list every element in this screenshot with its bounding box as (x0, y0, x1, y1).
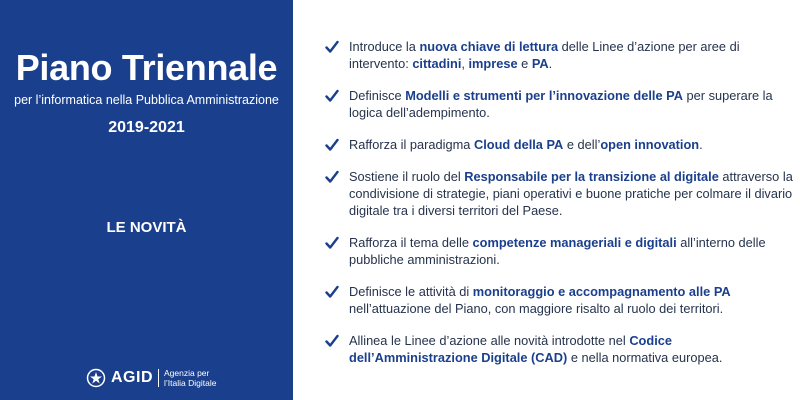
highlight-text: imprese (468, 56, 518, 71)
logo-agency-name (164, 368, 216, 388)
logo-agency-line2: l’Italia Digitale (164, 378, 217, 388)
right-panel (293, 0, 800, 400)
body-text: . (548, 56, 553, 71)
body-text: e nella normativa europea. (567, 350, 723, 365)
logo-divider (158, 369, 159, 387)
body-text: all’interno delle pubbliche amministrazioni. (349, 235, 766, 267)
highlight-text: Responsabile per la transizione al digitale (464, 169, 719, 184)
highlight-text: open innovation (600, 137, 700, 152)
body-text: Definisce le attività di (349, 284, 473, 299)
highlight-text: cittadini (412, 56, 462, 71)
checkmark-icon (325, 285, 339, 299)
body-text: Definisce (349, 88, 406, 103)
page-title: Piano Triennale (15, 47, 278, 88)
logo-agency-line1: Agenzia per (164, 368, 210, 378)
list-item-text (349, 87, 795, 121)
body-text: Rafforza il tema delle (349, 235, 473, 250)
list-item (325, 283, 795, 317)
checkmark-icon (325, 138, 339, 152)
body-text: attraverso la condivisione di strategie, piani operativi e buone pratiche per colmare il divario digitale tra i diversi territori del Paese. (349, 169, 793, 218)
body-text: Allinea le Linee d’azione alle novità introdotte nel (349, 333, 630, 348)
body-text: Introduce la (349, 39, 420, 54)
list-item-text (349, 234, 795, 268)
checkmark-icon (325, 40, 339, 54)
period-label: 2019-2021 (108, 119, 185, 136)
body-text: nell’attuazione del Piano, con maggiore risalto al ruolo dei territori. (349, 301, 724, 316)
body-text: per superare la logica dell’adempimento. (349, 88, 773, 120)
list-item (325, 87, 795, 121)
list-item (325, 136, 795, 153)
checkmark-icon (325, 334, 339, 348)
list-item-text (349, 168, 795, 219)
logo-wordmark: AGID (111, 369, 153, 386)
list-item-text (349, 283, 795, 317)
highlight-text: nuova chiave di lettura (419, 39, 559, 54)
novelties-list (325, 38, 795, 366)
list-item (325, 38, 795, 72)
checkmark-icon (325, 236, 339, 250)
body-text: e dell’ (563, 137, 601, 152)
list-item (325, 168, 795, 219)
highlight-text: Codice dell’Amministrazione Digitale (CAD) (349, 333, 672, 365)
highlight-text: competenze manageriali e digitali (472, 235, 677, 250)
section-heading: LE NOVITÀ (106, 219, 187, 236)
page-subtitle: per l’informatica nella Pubblica Amministrazione (14, 93, 279, 107)
highlight-text: Cloud della PA (473, 137, 564, 152)
highlight-text: Modelli e strumenti per l’innovazione delle PA (405, 88, 683, 103)
italian-republic-emblem-icon (86, 368, 106, 388)
list-item-text (349, 136, 795, 153)
checkmark-icon (325, 170, 339, 184)
body-text: . (699, 137, 703, 152)
agid-logo (86, 366, 216, 390)
list-item-text (349, 332, 795, 366)
list-item-text (349, 38, 795, 72)
checkmark-icon (325, 89, 339, 103)
body-text: Rafforza il paradigma (349, 137, 474, 152)
list-item (325, 332, 795, 366)
list-item (325, 234, 795, 268)
body-text: , (461, 56, 469, 71)
body-text: e (517, 56, 532, 71)
body-text: Sostiene il ruolo del (349, 169, 465, 184)
body-text: delle Linee d’azione per aree di intervento: (349, 39, 740, 71)
highlight-text: PA (531, 56, 549, 71)
highlight-text: monitoraggio e accompagnamento alle PA (472, 284, 731, 299)
left-panel (0, 0, 293, 400)
